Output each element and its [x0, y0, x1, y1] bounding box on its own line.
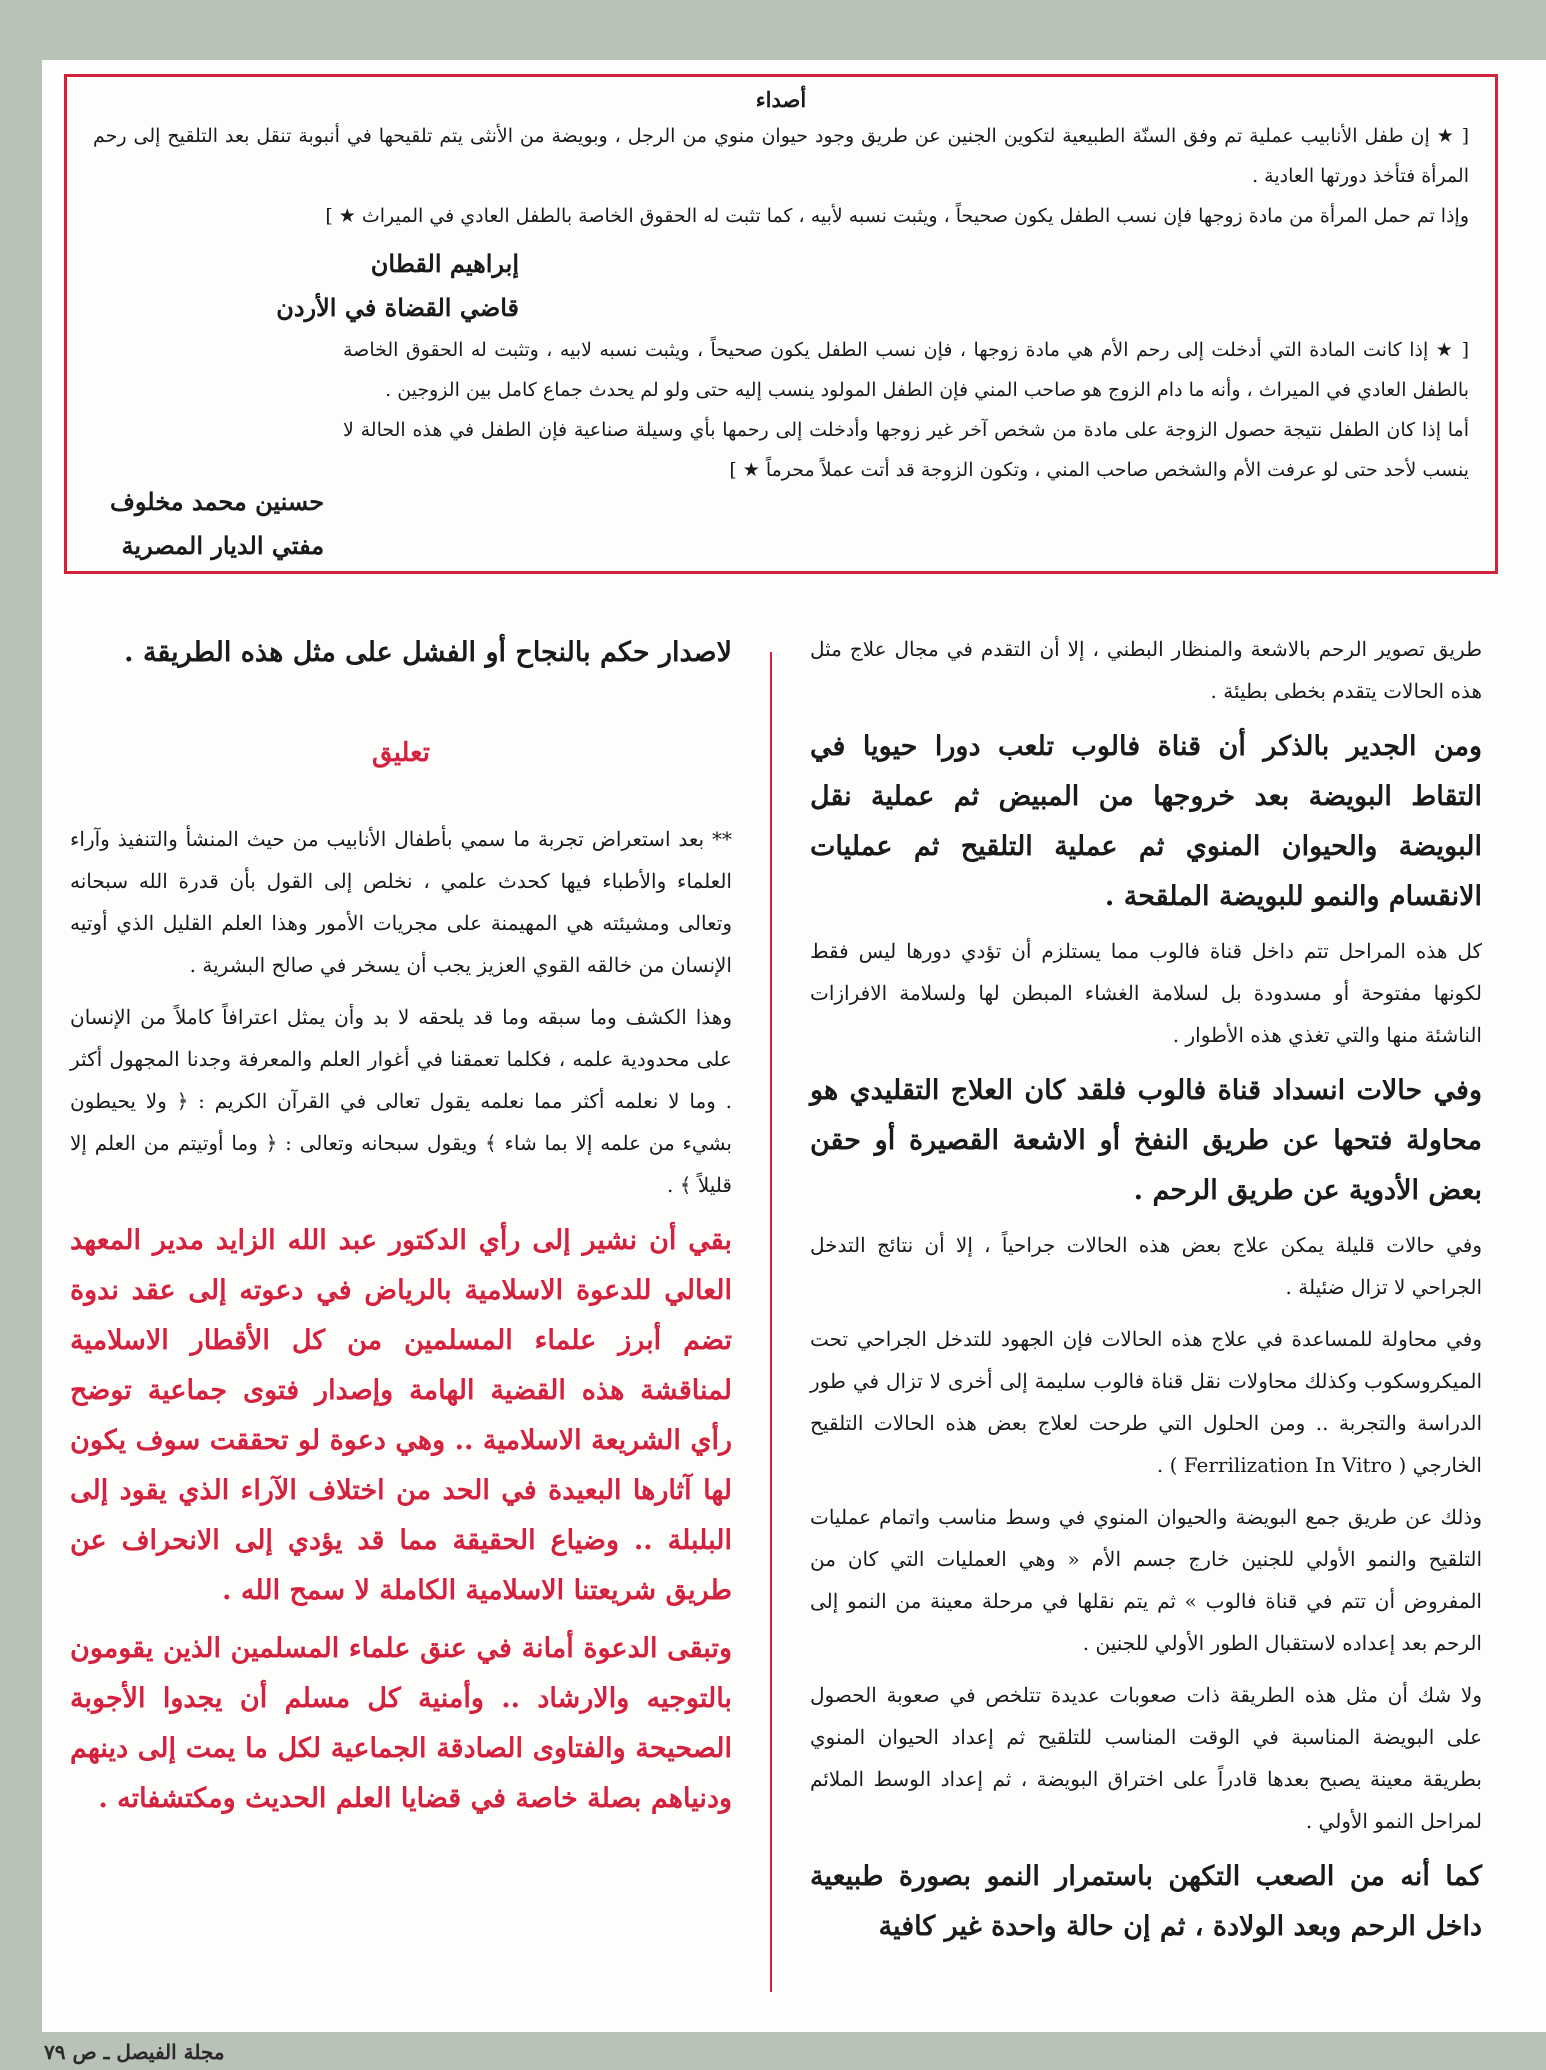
- left-column: [70, 628, 732, 1832]
- quote2-line2: أما إذا كان الطفل نتيجة حصول الزوجة على مادة من شخص آخر غير زوجها وأدخلت إلى رحمها بأي وسيلة صناعية فإن الطفل في هذه الحالة لا ينسب لأحد حتى لو عرفت الأم والشخص صاحب المني ، وتكون الزوجة قد أتت عملاً محرماً ★ ]: [343, 419, 1469, 481]
- right-column: [810, 628, 1482, 1960]
- bold-paragraph: كما أنه من الصعب التكهن باستمرار النمو بصورة طبيعية داخل الرحم وبعد الولادة ، ثم إن حالة واحدة غير كافية: [810, 1861, 1482, 1942]
- paragraph: كل هذه المراحل تتم داخل قناة فالوب مما يستلزم أن تؤدي دورها ليس فقط لكونها مفتوحة أو مسدودة بل لسلامة الغشاء المبطن لها ولسلامة الافرازات الناشئة منها والتي تغذي هذه الأطوار .: [810, 939, 1482, 1047]
- page-frame-bottom: [0, 2032, 1546, 2070]
- quote1-line1: [ ★ إن طفل الأنابيب عملية تم وفق السنّة الطبيعية لتكوين الجنين عن طريق وجود حيوان منوي من الرجل ، وبويضة من الأنثى يتم تلقيحها في أنبوبة تنقل بعد التلقيح إلى رحم المرأة فتأخذ دورتها العادية .: [93, 125, 1469, 187]
- continued-line: لاصدار حكم بالنجاح أو الفشل على مثل هذه الطريقة .: [124, 637, 732, 668]
- comment-paragraph: ** بعد استعراض تجربة ما سمي بأطفال الأنابيب من حيث المنشأ والتنفيذ وآراء العلماء والأطباء فيها كحدث علمي ، نخلص إلى القول بأن قدرة الله سبحانه وتعالى ومشيئته هي المهيمنة على مجريات الأمور وهذا العلم القليل الذي أوتيه الإنسان من خالقه القوي العزيز يجب أن يسخر في صالح البشرية .: [70, 827, 732, 977]
- signature-name: إبراهيم القطان: [370, 249, 519, 278]
- red-paragraph: بقي أن نشير إلى رأي الدكتور عبد الله الزايد مدير المعهد العالي للدعوة الاسلامية بالرياض في دعوته إلى عقد ندوة تضم أبرز علماء المسلمين من كل الأقطار الاسلامية لمناقشة هذه القضية الهامة وإصدار فتوى جماعية توضح رأي الشريعة الاسلامية .. وهي دعوة لو تحققت سوف يكون لها آثارها البعيدة في الحد من اختلاف الآراء الذي يقود إلى البلبلة .. وضياع الحقيقة مما قد يؤدي إلى الانحراف عن طريق شريعتنا الاسلامية الكاملة لا سمح الله .: [70, 1225, 732, 1606]
- signature-makhlouf: [110, 480, 324, 568]
- signature-name: حسنين محمد مخلوف: [110, 487, 325, 516]
- paragraph: وفي محاولة للمساعدة في علاج هذه الحالات فإن الجهود للتدخل الجراحي تحت الميكروسكوب وكذلك محاولات نقل قناة فالوب سليمة إلى أخرى لا تزال في طور الدراسة والتجربة .. ومن الحلول التي طرحت لعلاج بعض هذه الحالات التلقيح الخارجي ( Ferrilization In Vitro ) .: [810, 1327, 1482, 1477]
- comment-heading: تعليق: [372, 738, 430, 768]
- comment-paragraph: وهذا الكشف وما سبقه وما قد يلحقه لا بد وأن يمثل اعترافاً كاملاً من الإنسان على محدودية علمه ، فكلما تعمقنا في أغوار العلم والمعرفة وجدنا المجهول أكثر . وما لا نعلمه أكثر مما نعلمه يقول تعالى في القرآن الكريم : ﴿ ولا يحيطون بشيء من علمه إلا بما شاء ﴾ ويقول سبحانه وتعالى : ﴿ وما أوتيتم من العلم إلا قليلاً ﴾ .: [70, 1005, 732, 1197]
- bold-paragraph: وفي حالات انسداد قناة فالوب فلقد كان العلاج التقليدي هو محاولة فتحها عن طريق النفخ أو الاشعة القصيرة أو حقن بعض الأدوية عن طريق الرحم .: [810, 1075, 1482, 1206]
- page-frame-top: [0, 0, 1546, 60]
- quote2-line1: [ ★ إذا كانت المادة التي أدخلت إلى رحم الأم هي مادة زوجها ، فإن نسب الطفل يكون صحيحاً ، ويثبت نسبه لابيه ، وتثبت له الحقوق الخاصة بالطفل العادي في الميراث ، وأنه ما دام الزوج هو صاحب المني فإن الطفل المولود ينسب إليه حتى ولو لم يحدث جماع كامل بين الزوجين .: [343, 339, 1469, 401]
- page-frame-left: [0, 0, 42, 2070]
- echoes-title: أصداء: [755, 87, 807, 112]
- column-divider: [770, 652, 772, 1992]
- quote1-line2: وإذا تم حمل المرأة من مادة زوجها فإن نسب الطفل يكون صحيحاً ، ويثبت نسبه لأبيه ، كما تثبت له الحقوق الخاصة بالطفل العادي في الميراث ★ ]: [325, 205, 1469, 227]
- page-footer: مجلة الفيصل ـ ص ٧٩: [44, 2040, 225, 2064]
- paragraph: وفي حالات قليلة يمكن علاج بعض هذه الحالات جراحياً ، إلا أن نتائج التدخل الجراحي لا تزال ضئيلة .: [810, 1233, 1482, 1299]
- signature-qattan: [93, 242, 1469, 330]
- bold-paragraph: ومن الجدير بالذكر أن قناة فالوب تلعب دورا حيويا في التقاط البويضة بعد خروجها من المبيض ثم عملية نقل البويضة والحيوان المنوي ثم عملية التلقيح ثم عمليات الانقسام والنمو للبويضة الملقحة .: [810, 731, 1482, 912]
- signature-title: مفتي الديار المصرية: [121, 531, 325, 560]
- red-paragraph: وتبقى الدعوة أمانة في عنق علماء المسلمين الذين يقومون بالتوجيه والارشاد .. وأمنية كل مسلم أن يجدوا الأجوبة الصحيحة والفتاوى الصادقة الجماعية لكل ما يمت إلى دينهم ودنياهم بصلة خاصة في قضايا العلم الحديث ومكتشفاته .: [70, 1633, 732, 1814]
- signature-title: قاضي القضاة في الأردن: [276, 293, 519, 322]
- paragraph: طريق تصوير الرحم بالاشعة والمنظار البطني ، إلا أن التقدم في مجال علاج مثل هذه الحالات يتقدم بخطى بطيئة .: [810, 637, 1482, 703]
- paragraph: ولا شك أن مثل هذه الطريقة ذات صعوبات عديدة تتلخص في صعوبة الحصول على البويضة المناسبة في الوقت المناسب للتلقيح ثم إعداد الحيوان المنوي بطريقة معينة يصبح بعدها قادراً على اختراق البويضة ، ثم إعداد الوسط الملائم لمراحل النمو الأولي .: [810, 1683, 1483, 1833]
- paragraph: وذلك عن طريق جمع البويضة والحيوان المنوي في وسط مناسب واتمام عمليات التلقيح والنمو الأولي للجنين خارج جسم الأم « وهي العمليات التي كان من المفروض أن تتم في قناة فالوب » ثم يتم نقلها في مرحلة معينة من النمو إلى الرحم بعد إعداده لاستقبال الطور الأولي للجنين .: [810, 1505, 1482, 1655]
